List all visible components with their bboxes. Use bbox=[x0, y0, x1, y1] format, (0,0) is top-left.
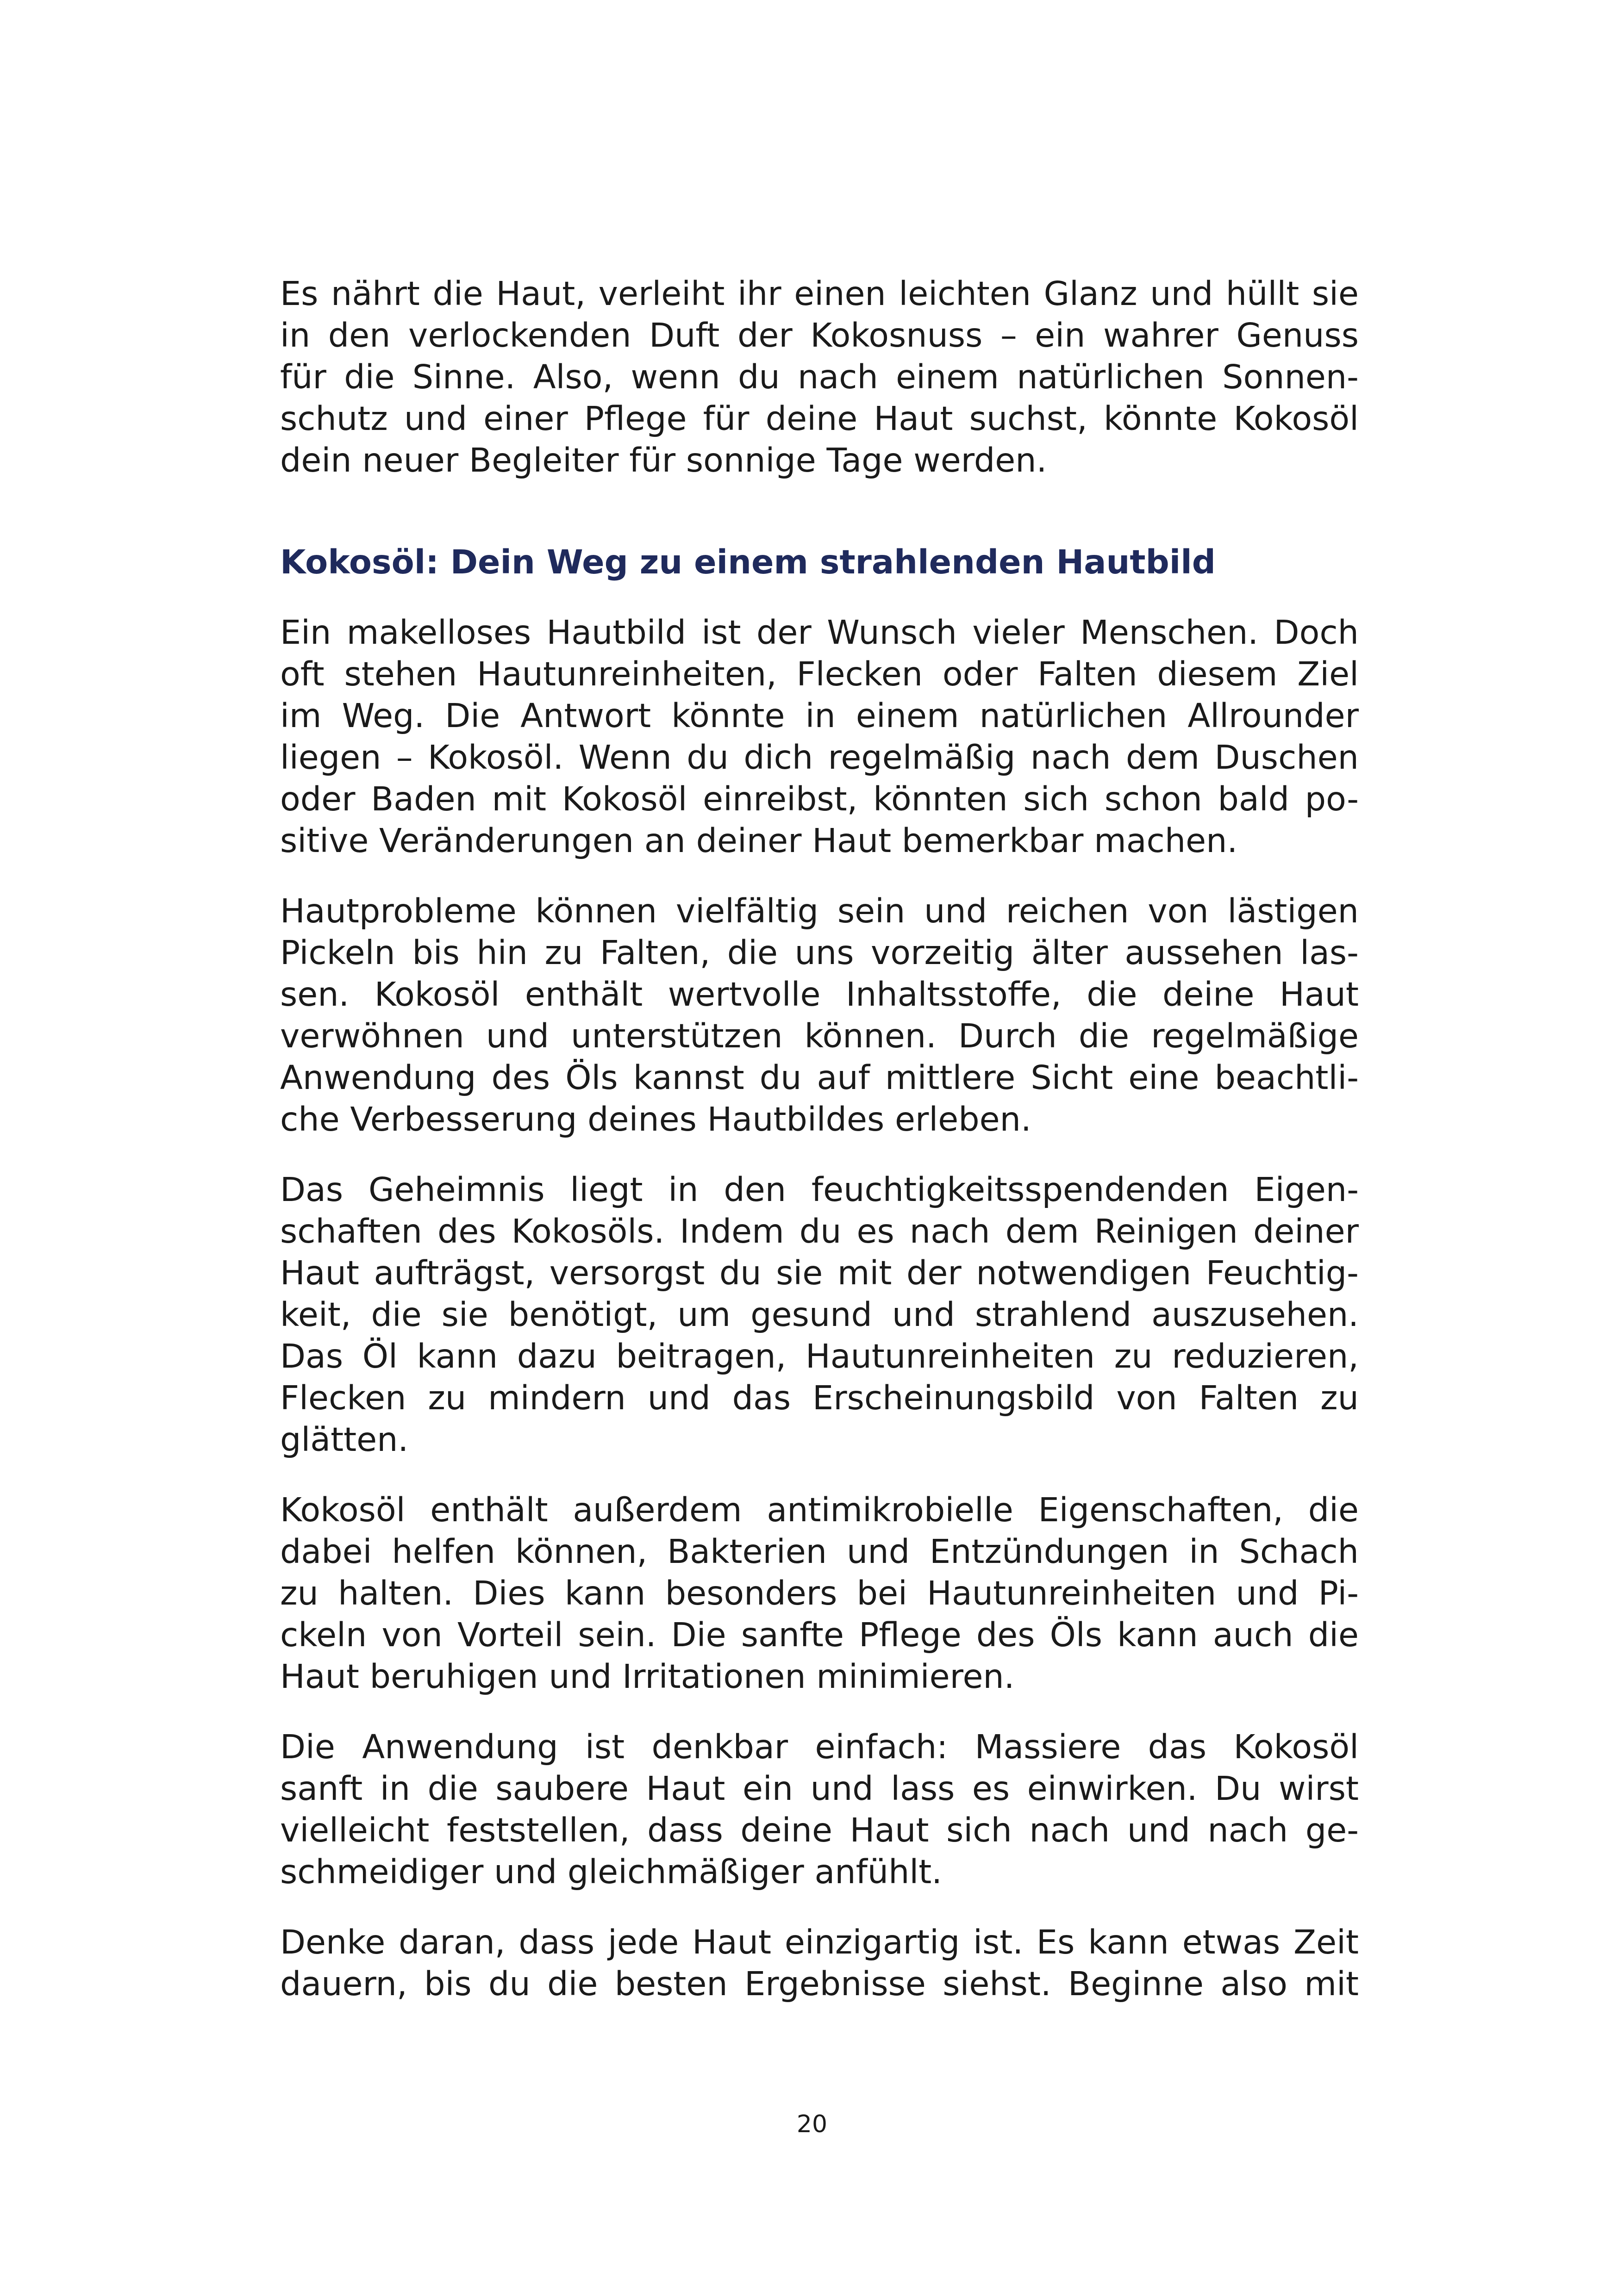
text-line: dein neuer Begleiter für sonnige Tage werden. bbox=[280, 441, 1047, 479]
text-line: im Weg. Die Antwort könnte in einem natürlichen Allrounder bbox=[280, 697, 1359, 735]
body-paragraph bbox=[280, 1922, 1359, 2005]
text-line: sitive Veränderungen an deiner Haut bemerkbar machen. bbox=[280, 821, 1238, 860]
text-line: schutz und einer Pflege für deine Haut suchst, könnte Kokosöl bbox=[280, 399, 1359, 438]
text-line: Haut aufträgst, versorgst du sie mit der notwendigen Feuchtig- bbox=[280, 1254, 1359, 1292]
text-line: ckeln von Vorteil sein. Die sanfte Pflege des Öls kann auch die bbox=[280, 1616, 1359, 1654]
body-paragraph bbox=[280, 1169, 1359, 1461]
page-number: 20 bbox=[796, 2110, 828, 2138]
text-line: sen. Kokosöl enthält wertvolle Inhaltsstoffe, die deine Haut bbox=[280, 975, 1359, 1014]
body-paragraph bbox=[280, 1726, 1359, 1893]
text-line: keit, die sie benötigt, um gesund und strahlend auszusehen. bbox=[280, 1295, 1359, 1334]
text-line: Ein makelloses Hautbild ist der Wunsch vieler Menschen. Doch bbox=[280, 613, 1359, 652]
body-paragraph bbox=[280, 890, 1359, 1140]
text-line: Anwendung des Öls kannst du auf mittlere Sicht eine beachtli- bbox=[280, 1058, 1359, 1097]
text-line: Pickeln bis hin zu Falten, die uns vorzeitig älter aussehen las- bbox=[280, 933, 1359, 972]
text-line: Hautprobleme können vielfältig sein und reichen von lästigen bbox=[280, 892, 1359, 930]
text-line: Die Anwendung ist denkbar einfach: Massiere das Kokosöl bbox=[280, 1728, 1359, 1766]
section-heading: Kokosöl: Dein Weg zu einem strahlenden Hautbild bbox=[280, 543, 1216, 581]
text-line: Haut beruhigen und Irritationen minimieren. bbox=[280, 1657, 1015, 1696]
text-line: vielleicht feststellen, dass deine Haut sich nach und nach ge- bbox=[280, 1811, 1359, 1849]
text-line: Kokosöl enthält außerdem antimikrobielle Eigenschaften, die bbox=[280, 1491, 1359, 1529]
text-line: schmeidiger und gleichmäßiger anfühlt. bbox=[280, 1853, 943, 1891]
text-line: Das Öl kann dazu beitragen, Hautunreinheiten zu reduzieren, bbox=[280, 1337, 1359, 1375]
text-line: für die Sinne. Also, wenn du nach einem natürlichen Sonnen- bbox=[280, 358, 1359, 396]
text-line: in den verlockenden Duft der Kokosnuss – ein wahrer Genuss bbox=[280, 316, 1359, 355]
text-line: schaften des Kokosöls. Indem du es nach dem Reinigen deiner bbox=[280, 1212, 1359, 1251]
text-line: oft stehen Hautunreinheiten, Flecken oder Falten diesem Ziel bbox=[280, 655, 1359, 693]
body-paragraph bbox=[280, 612, 1359, 862]
text-line: glätten. bbox=[280, 1420, 409, 1459]
body-paragraph bbox=[280, 1489, 1359, 1698]
intro-paragraph bbox=[280, 273, 1359, 481]
text-line: verwöhnen und unterstützen können. Durch die regelmäßige bbox=[280, 1017, 1359, 1055]
text-line: sanft in die saubere Haut ein und lass es einwirken. Du wirst bbox=[280, 1769, 1359, 1808]
page-content bbox=[280, 273, 1359, 2005]
text-line: dabei helfen können, Bakterien und Entzündungen in Schach bbox=[280, 1532, 1359, 1571]
text-line: Das Geheimnis liegt in den feuchtigkeitsspendenden Eigen- bbox=[280, 1170, 1359, 1209]
text-line: Es nährt die Haut, verleiht ihr einen leichten Glanz und hüllt sie bbox=[280, 274, 1359, 313]
text-line: zu halten. Dies kann besonders bei Hautunreinheiten und Pi- bbox=[280, 1574, 1359, 1612]
text-line: Flecken zu mindern und das Erscheinungsbild von Falten zu bbox=[280, 1379, 1359, 1417]
text-line: dauern, bis du die besten Ergebnisse siehst. Beginne also mit bbox=[280, 1965, 1359, 2003]
text-line: che Verbesserung deines Hautbildes erleben. bbox=[280, 1100, 1031, 1139]
text-line: Denke daran, dass jede Haut einzigartig ist. Es kann etwas Zeit bbox=[280, 1923, 1359, 1961]
text-line: liegen – Kokosöl. Wenn du dich regelmäßig nach dem Duschen bbox=[280, 738, 1359, 777]
text-line: oder Baden mit Kokosöl einreibst, könnten sich schon bald po- bbox=[280, 780, 1359, 818]
